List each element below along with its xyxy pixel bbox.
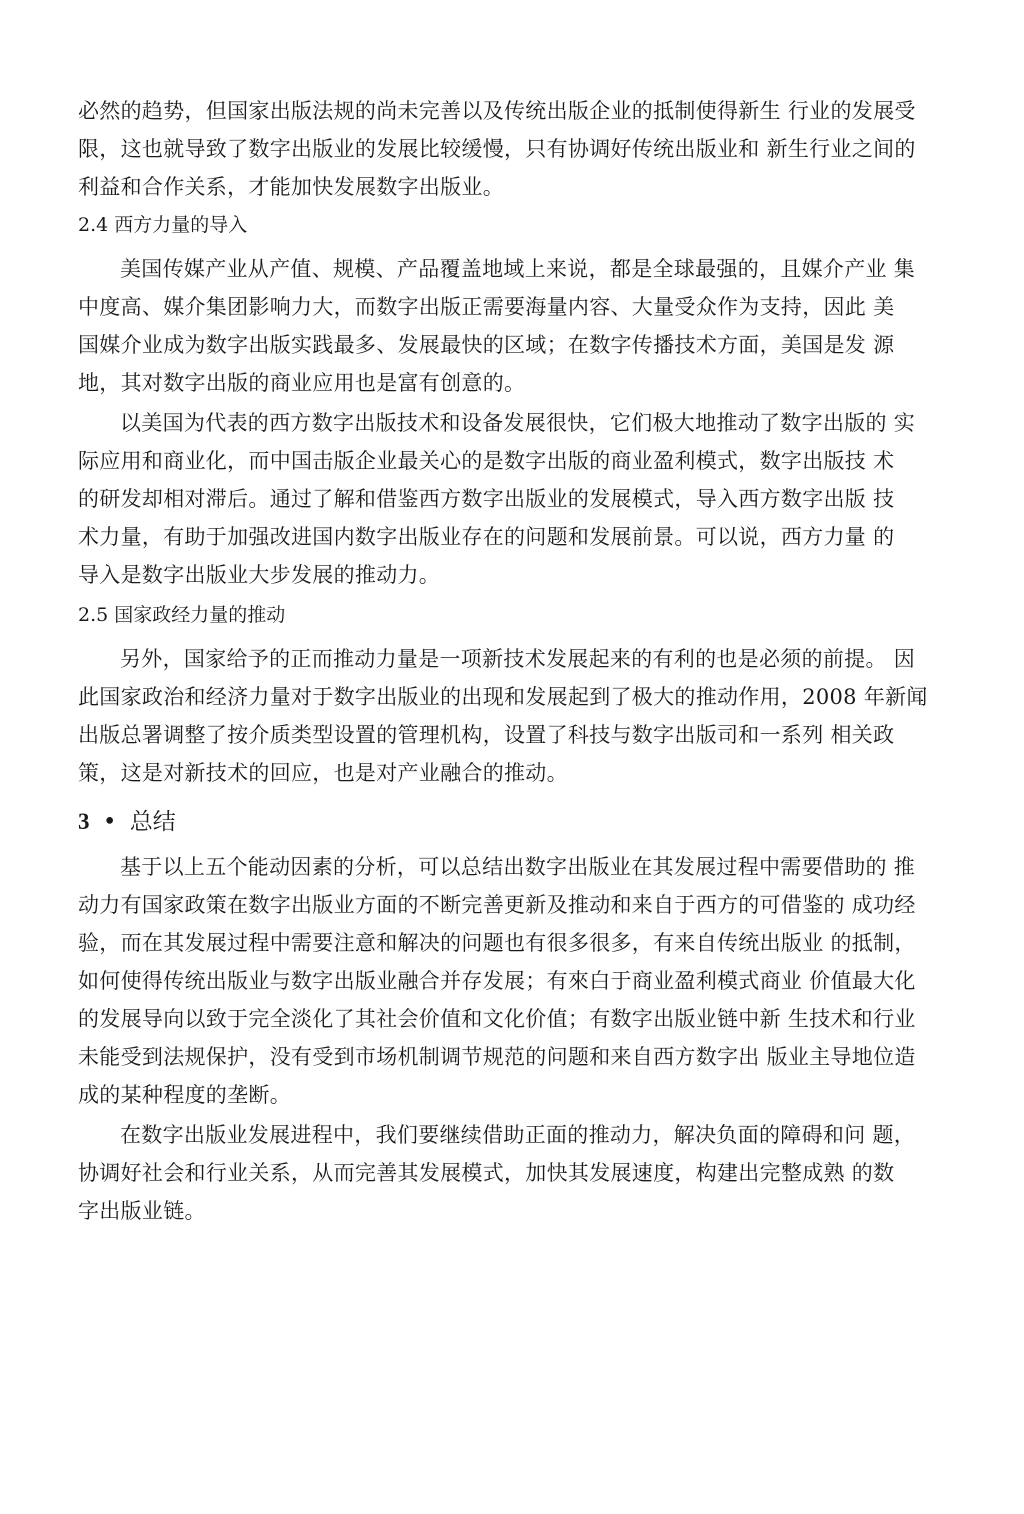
bullet-separator: • xyxy=(102,809,117,835)
paragraph-line: 地，其对数字出版的商业应用也是富有创意的。 xyxy=(78,371,526,395)
paragraph-line: 美国传媒产业从产值、规模、产品覆盖地域上来说，都是全球最强的，且媒介产业 集 xyxy=(120,257,916,281)
paragraph-line: 如何使得传统出版业与数字出版业融合并存发展；有來白于商业盈利模式商业 价值最大化 xyxy=(78,969,916,993)
section-2-5-paragraph-1 xyxy=(78,640,948,792)
section-3-paragraph-1 xyxy=(78,848,948,1114)
paragraph-line: 动力有国家政策在数字出版业方面的不断完善更新及推动和来自于西方的可借鉴的 成功经 xyxy=(78,893,916,917)
section-heading-2-5: 2.5 国家政经力量的推动 xyxy=(78,604,286,626)
paragraph-line: 出版总署调整了按介质类型设置的管理机构，设置了科技与数字出版司和一系列 相关政 xyxy=(78,723,895,747)
paragraph-line: 利益和合作关系，才能加快发展数字出版业。 xyxy=(78,175,504,199)
section-2-4-paragraph-2 xyxy=(78,404,948,594)
paragraph-line: 基于以上五个能动因素的分析，可以总结出数字出版业在其发展过程中需要借助的 推 xyxy=(120,855,916,879)
paragraph-line: 必然的趋势，但国家出版法规的尚未完善以及传统出版企业的抵制使得新生 行业的发展受 xyxy=(78,99,916,123)
paragraph-line: 未能受到法规保护，没有受到市场机制调节规范的问题和来自西方数字出 版业主导地位造 xyxy=(78,1045,916,1069)
paragraph-line: 策，这是对新技术的回应，也是对产业融合的推动。 xyxy=(78,761,568,785)
section-heading-2-4: 2.4 西方力量的导入 xyxy=(78,214,248,236)
section-heading-3 xyxy=(78,802,948,842)
paragraph-line: 成的某种程度的垄断。 xyxy=(78,1083,291,1107)
paragraph-line: 中度高、媒介集团影响力大，而数字出版正需要海量内容、大量受众作为支持，因此 美 xyxy=(78,295,895,319)
paragraph-line: 国媒介业成为数字出版实践最多、发展最快的区域；在数字传播技术方面，美国是发 源 xyxy=(78,333,895,357)
paragraph-line: 术力量，有助于加强改进国内数字出版业存在的问题和发展前景。可以说，西方力量 的 xyxy=(78,525,895,549)
paragraph-line: 协调好社会和行业关系，从而完善其发展模式，加快其发展速度，构建出完整成熟 的数 xyxy=(78,1161,895,1185)
paragraph-line: 的研发却相对滞后。通过了解和借鉴西方数字出版业的发展模式，导入西方数字出版 技 xyxy=(78,487,895,511)
paragraph-line: 导入是数字出版业大步发展的推动力。 xyxy=(78,563,441,587)
section-number: 3 xyxy=(78,809,90,834)
paragraph-line: 此国家政治和经济力量对于数字出版业的出现和发展起到了极大的推动作用，2008 年新闻 xyxy=(78,685,928,709)
page-content xyxy=(78,92,948,1230)
paragraph-line: 在数字出版业发展进程中，我们要继续借助正面的推动力，解决负面的障碍和问 题， xyxy=(120,1123,916,1147)
section-title: 总结 xyxy=(129,809,176,835)
paragraph-line: 验，而在其发展过程中需要注意和解决的问题也有很多很多，有来自传统出版业 的抵制， xyxy=(78,931,916,955)
section-3-paragraph-2 xyxy=(78,1116,948,1230)
section-2-4-paragraph-1 xyxy=(78,250,948,402)
paragraph-line: 的发展导向以致于完全淡化了其社会价值和文化价值；有数字出版业链中新 生技术和行业 xyxy=(78,1007,916,1031)
paragraph-line: 另外，国家给予的正而推动力量是一项新技术发展起来的有利的也是必须的前提。 因 xyxy=(120,647,916,671)
paragraph-line: 际应用和商业化，而中国击版企业最关心的是数字出版的商业盈利模式，数字出版技 术 xyxy=(78,449,895,473)
paragraph-line: 字出版业链。 xyxy=(78,1199,206,1223)
intro-paragraph xyxy=(78,92,948,206)
paragraph-line: 限，这也就导致了数字出版业的发展比较缓慢，只有协调好传统出版业和 新生行业之间的 xyxy=(78,137,916,161)
paragraph-line: 以美国为代表的西方数字出版技术和设备发展很快，它们极大地推动了数字出版的 实 xyxy=(120,411,916,435)
